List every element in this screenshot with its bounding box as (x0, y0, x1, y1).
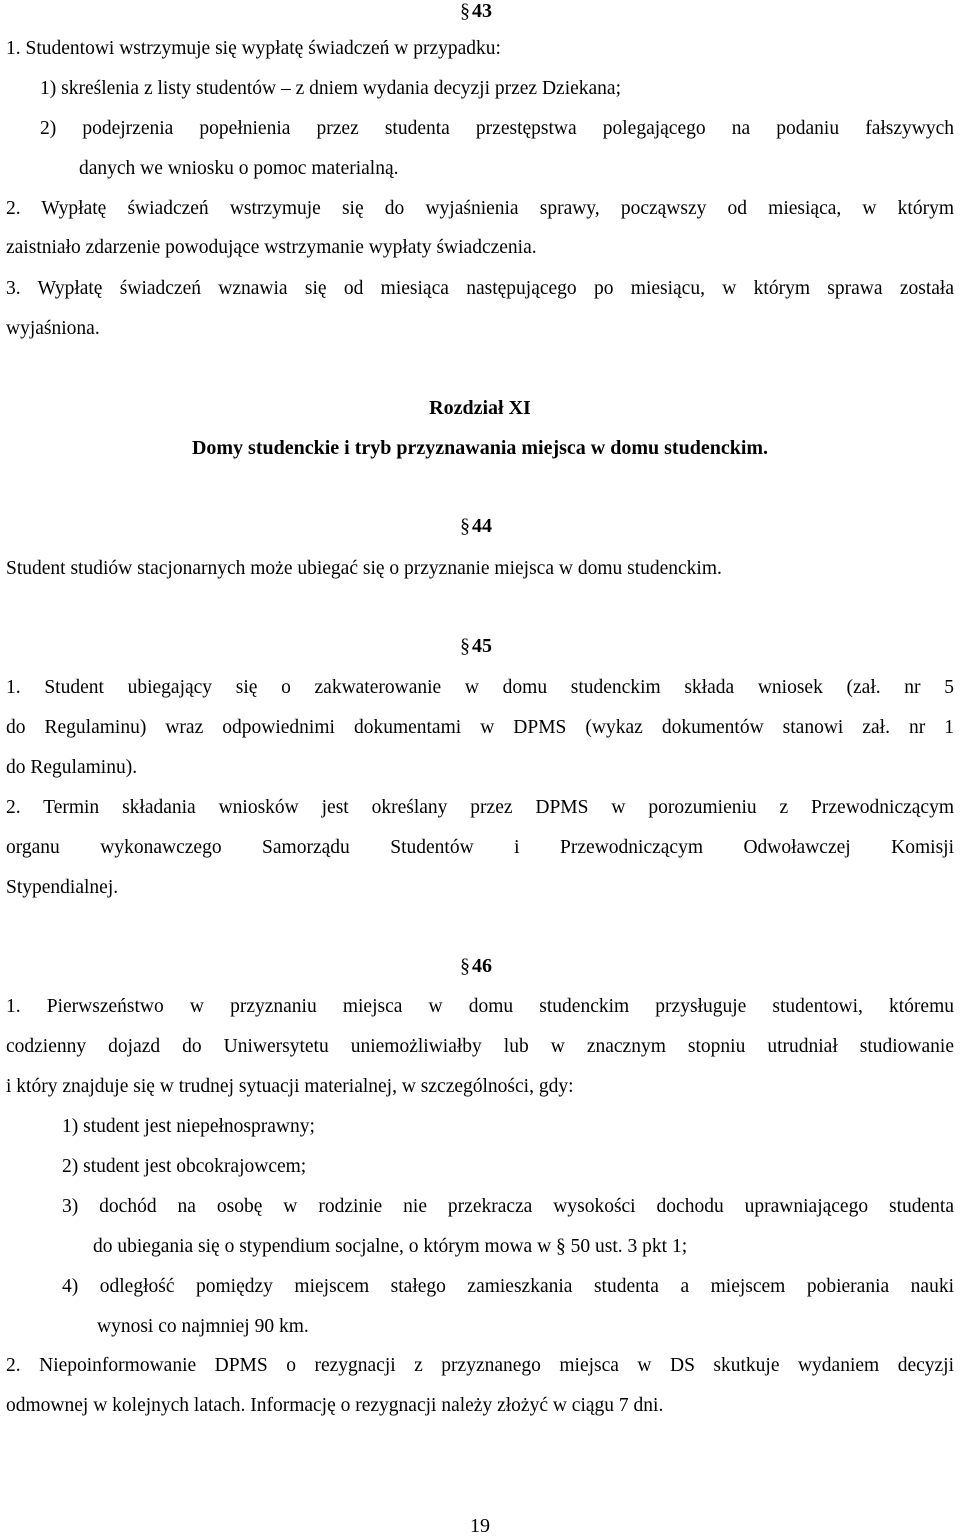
paragraph-line: 1. Studentowi wstrzymuje się wypłatę świadczeń w przypadku: (6, 38, 501, 59)
paragraph-line: 2. Niepoinformowanie DPMS o rezygnacji z przyznanego miejsca w DS skutkuje wydaniem decyzji (6, 1355, 954, 1376)
chapter-subtitle: Domy studenckie i tryb przyznawania miejsca w domu studenckim. (191, 437, 769, 459)
paragraph-line: 1. Student ubiegający się o zakwaterowanie w domu studenckim składa wniosek (zał. nr 5 (6, 677, 954, 698)
section-46-heading (460, 955, 492, 978)
section-43-heading (460, 0, 492, 23)
paragraph-line: organu wykonawczego Samorządu Studentów i Przewodniczącym Odwoławczej Komisji (6, 837, 954, 858)
list-item: 2) student jest obcokrajowcem; (62, 1156, 307, 1177)
section-symbol: § (460, 0, 470, 22)
section-number: 44 (472, 515, 492, 537)
paragraph-line: Stypendialnej. (6, 877, 119, 898)
paragraph-line: 3. Wypłatę świadczeń wznawia się od miesiąca następującego po miesiącu, w którym sprawa została (6, 278, 954, 299)
paragraph-line: do Regulaminu) wraz odpowiednimi dokumentami w DPMS (wykaz dokumentów stanowi zał. nr 1 (6, 717, 954, 738)
paragraph-line: 1. Pierwszeństwo w przyznaniu miejsca w domu studenckim przysługuje studentowi, któremu (6, 996, 954, 1017)
section-number: 43 (472, 0, 492, 22)
paragraph-line: do Regulaminu). (6, 757, 138, 778)
section-45-heading (460, 635, 492, 658)
list-item: 4) odległość pomiędzy miejscem stałego zamieszkania studenta a miejscem pobierania nauki (62, 1276, 954, 1297)
section-number: 45 (472, 635, 492, 657)
section-symbol: § (460, 515, 470, 537)
list-item: 2) podejrzenia popełnienia przez studenta przestępstwa polegającego na podaniu fałszywych (40, 118, 954, 139)
list-item-continuation: do ubiegania się o stypendium socjalne, o którym mowa w § 50 ust. 3 pkt 1; (93, 1236, 688, 1257)
paragraph-line: 2. Wypłatę świadczeń wstrzymuje się do wyjaśnienia sprawy, począwszy od miesiąca, w którym (6, 198, 954, 219)
page-number: 19 (470, 1515, 490, 1537)
paragraph-line: wyjaśniona. (6, 318, 100, 339)
paragraph-line: 2. Termin składania wniosków jest określany przez DPMS w porozumieniu z Przewodniczącym (6, 797, 954, 818)
paragraph-line: zaistniało zdarzenie powodujące wstrzymanie wypłaty świadczenia. (6, 237, 537, 258)
section-symbol: § (460, 635, 470, 657)
paragraph-line: Student studiów stacjonarnych może ubiegać się o przyznanie miejsca w domu studenckim. (6, 558, 722, 579)
list-item: 3) dochód na osobę w rodzinie nie przekracza wysokości dochodu uprawniającego studenta (62, 1196, 954, 1217)
section-44-heading (460, 515, 492, 538)
paragraph-line: odmownej w kolejnych latach. Informację o rezygnacji należy złożyć w ciągu 7 dni. (6, 1395, 664, 1416)
list-item-continuation: wynosi co najmniej 90 km. (97, 1316, 309, 1337)
paragraph-line: codzienny dojazd do Uniwersytetu uniemożliwiałby lub w znacznym stopniu utrudniał studiowanie (6, 1036, 954, 1057)
list-item: 1) skreślenia z listy studentów – z dniem wydania decyzji przez Dziekana; (40, 78, 622, 99)
section-number: 46 (472, 955, 492, 977)
section-symbol: § (460, 955, 470, 977)
list-item-continuation: danych we wniosku o pomoc materialną. (79, 158, 399, 179)
paragraph-line: i który znajduje się w trudnej sytuacji materialnej, w szczególności, gdy: (6, 1076, 574, 1097)
list-item: 1) student jest niepełnosprawny; (62, 1116, 315, 1137)
chapter-title: Rozdział XI (429, 397, 531, 419)
